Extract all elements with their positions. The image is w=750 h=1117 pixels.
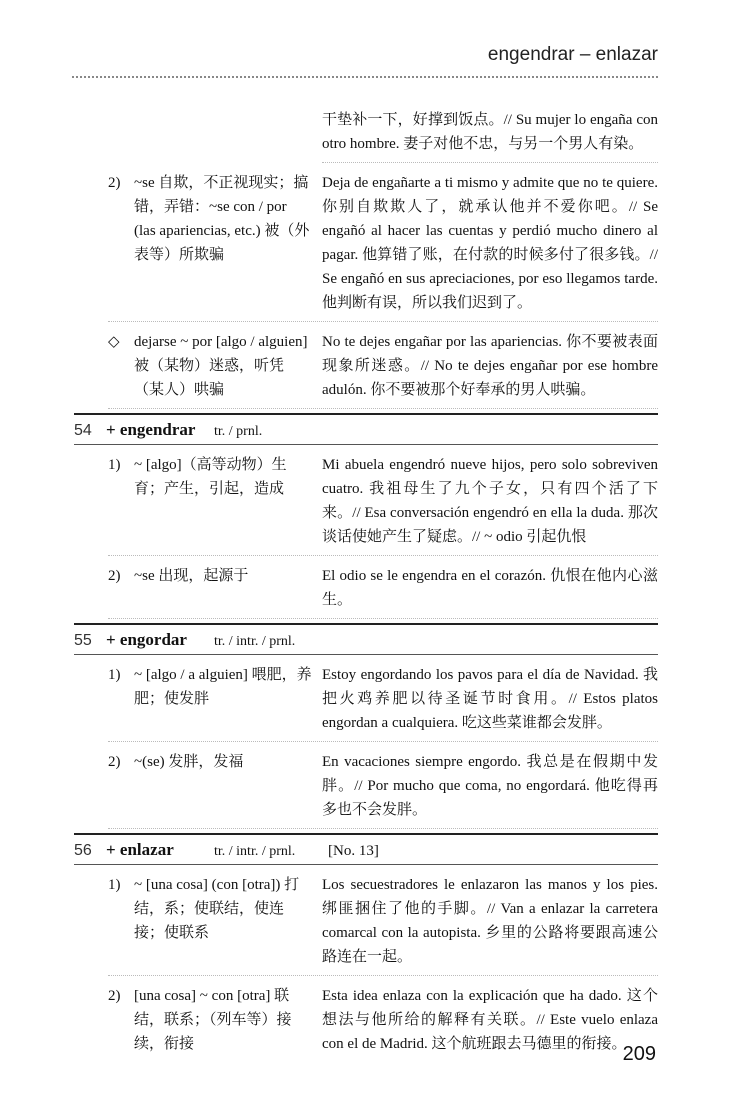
sense-example: En vacaciones siempre engordo. 我总是在假期中发胖。// Por mucho que coma, no engordará. 他吃得再多也不会发胖。 [322, 754, 658, 818]
sense-example: Mi abuela engendró nueve hijos, pero solo sobreviven cuatro. 我祖母生了九个子女，只有四个活了下来。// Esa conversación engendró en ella la duda. 那次谈话使她产生了疑虑。// ~ odio 引起仇恨 [322, 457, 658, 545]
sense-row [108, 655, 658, 742]
sense-row [108, 445, 658, 556]
page-number: 209 [622, 1043, 656, 1065]
entry-grammar: tr. / intr. / prnl. [214, 634, 296, 649]
entry-word: + enlazar [106, 840, 174, 859]
sense-row [108, 865, 658, 976]
entry-reference: [No. 13] [328, 843, 379, 859]
sense-row [108, 322, 658, 409]
entry-number: 55 [74, 632, 92, 649]
sense-definition: dejarse ~ por [algo / alguien] 被（某物）迷惑，听凭（某人）哄骗 [134, 334, 308, 398]
sense-definition: ~ [algo / a alguien] 喂肥，养肥；使发胖 [134, 667, 312, 707]
sense-number: 2) [108, 754, 121, 770]
entry-header [74, 413, 658, 445]
header-title: engendrar – enlazar [487, 44, 658, 65]
sense-example: Esta idea enlaza con la explicación que ha dado. 这个想法与他所给的解释有关联。// Este vuelo enlaza con el de Madrid. 这个航班跟去马德里的衔接。 [322, 988, 658, 1052]
dictionary-body [74, 108, 658, 1062]
running-header [72, 40, 658, 78]
sense-example: Deja de engañarte a ti mismo y admite que no te quiere. 你别自欺欺人了，就承认他并不爱你吧。// Se engañó al hacer las cuentas y perdió mucho dinero al pagar. 他算错了账，在付款的时候多付了很多钱。// Se engañó en sus apreciaciones, por eso llegamos tarde. 他判断有误，所以我们迟到了。 [322, 175, 658, 311]
sense-row [108, 742, 658, 829]
sense-definition: [una cosa] ~ con [otra] 联结，联系；（列车等）接续，衔接 [134, 988, 292, 1052]
entry-word: + engordar [106, 630, 187, 649]
sense-example: Los secuestradores le enlazaron las manos y los pies. 绑匪捆住了他的手脚。// Van a enlazar la carretera comarcal con la autopista. 乡里的公路将要跟高速公路连在一起。 [322, 877, 658, 965]
sense-example: Estoy engordando los pavos para el día de Navidad. 我把火鸡养肥以待圣诞节时食用。// Estos platos engordan a cualquiera. 吃这些菜谁都会发胖。 [322, 667, 658, 731]
sense-number: 2) [108, 175, 121, 191]
idiom-marker: ◇ [108, 334, 120, 350]
entry-grammar: tr. / prnl. [214, 424, 263, 439]
sense-definition: ~ [una cosa] (con [otra]) 打结，系；使联结，使连接；使联系 [134, 877, 300, 941]
sense-row [108, 163, 658, 322]
sense-definition: ~ [algo]（高等动物）生育；产生，引起，造成 [134, 457, 287, 497]
entry-header [74, 833, 658, 865]
entry-number: 56 [74, 842, 92, 859]
header-rule [72, 76, 658, 78]
sense-definition: ~(se) 发胖，发福 [134, 754, 244, 770]
sense-number: 1) [108, 667, 121, 683]
continued-example: 干垫补一下，好撑到饭点。// Su mujer lo engaña con otro hombre. 妻子对他不忠，与另一个男人有染。 [322, 108, 658, 163]
entry-grammar: tr. / intr. / prnl. [214, 844, 296, 859]
sense-definition: ~se 自欺，不正视现实；搞错，弄错：~se con / por (las apariencias, etc.) 被（外表等）所欺骗 [134, 175, 310, 263]
entry-word: + engendrar [106, 420, 196, 439]
entry-header [74, 623, 658, 655]
sense-number: 2) [108, 988, 121, 1004]
sense-example: El odio se le engendra en el corazón. 仇恨在他内心滋生。 [322, 568, 658, 608]
sense-row [108, 556, 658, 619]
sense-definition: ~se 出现，起源于 [134, 568, 249, 584]
sense-number: 2) [108, 568, 121, 584]
sense-number: 1) [108, 457, 121, 473]
entry-number: 54 [74, 422, 92, 439]
sense-example: No te dejes engañar por las apariencias. 你不要被表面现象所迷惑。// No te dejes engañar por ese hombre adulón. 你不要被那个好奉承的男人哄骗。 [322, 334, 658, 398]
sense-row [108, 976, 658, 1062]
sense-number: 1) [108, 877, 121, 893]
